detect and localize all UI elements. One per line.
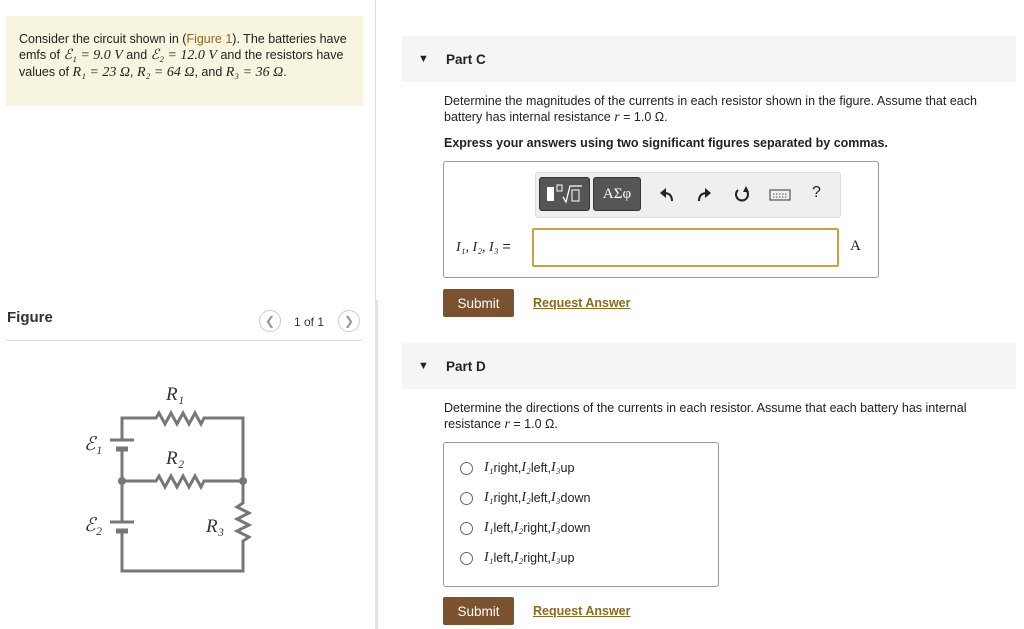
choice-var: I₁ bbox=[484, 490, 494, 505]
r3-label: R₃ bbox=[206, 516, 225, 537]
collapse-arrow-icon[interactable]: ▼ bbox=[418, 360, 429, 372]
emf1-value: ℰ₁ = 9.0 V bbox=[63, 48, 123, 63]
junction-dot bbox=[118, 477, 126, 485]
reset-icon[interactable] bbox=[731, 184, 753, 206]
choice-text: right, bbox=[493, 461, 522, 475]
radio-button[interactable] bbox=[460, 552, 473, 565]
answer-variables: I₁, I₂, I₃ bbox=[456, 240, 499, 255]
keyboard-icon[interactable] bbox=[769, 184, 791, 206]
problem-text: . bbox=[283, 65, 287, 79]
radio-button[interactable] bbox=[460, 492, 473, 505]
right-wire-with-r3 bbox=[122, 481, 249, 571]
figure-pager-text: 1 of 1 bbox=[294, 315, 325, 329]
problem-text: , bbox=[130, 65, 137, 79]
choice-text: up bbox=[560, 551, 575, 565]
part-d-header[interactable] bbox=[402, 343, 1016, 389]
part-c-header[interactable] bbox=[402, 36, 1016, 82]
greek-symbols-button[interactable]: ΑΣφ bbox=[593, 177, 641, 211]
undo-icon[interactable] bbox=[656, 184, 678, 206]
choice-option-1[interactable] bbox=[460, 458, 574, 478]
chevron-left-icon: ❮ bbox=[264, 314, 276, 328]
emf2-label: ℰ₂ bbox=[84, 515, 103, 536]
choice-text: down bbox=[560, 491, 591, 505]
r2-label: R₂ bbox=[166, 448, 185, 469]
prompt-text: = 1.0 Ω. bbox=[619, 110, 668, 124]
choice-var: I₃ bbox=[551, 490, 561, 505]
prompt-math: r bbox=[614, 110, 620, 125]
prompt-text: = 1.0 Ω. bbox=[509, 417, 558, 431]
figure-title: Figure bbox=[7, 309, 53, 326]
radio-button[interactable] bbox=[460, 462, 473, 475]
answer-unit: A bbox=[850, 238, 861, 254]
redo-icon[interactable] bbox=[693, 184, 715, 206]
r1-label: R₁ bbox=[166, 384, 185, 405]
templates-button[interactable] bbox=[539, 177, 590, 211]
choice-text: left, bbox=[530, 491, 552, 505]
r2-value: R₂ = 64 Ω bbox=[136, 65, 195, 80]
prompt-text: Determine the magnitudes of the currents in each resistor shown in the figure. Assume that each battery has internal resistance bbox=[444, 94, 977, 124]
problem-text: and the resistors have values of bbox=[19, 48, 344, 79]
prompt-text: Determine the directions of the currents in each resistor. Assume that each battery has internal resistance bbox=[444, 401, 967, 431]
emf2-value: ℰ₂ = 12.0 V bbox=[150, 48, 217, 63]
choice-var: I₂ bbox=[521, 460, 531, 475]
choice-var: I₃ bbox=[551, 460, 561, 475]
part-c-request-answer-link[interactable]: Request Answer bbox=[533, 296, 631, 310]
prompt-math: r bbox=[504, 417, 510, 432]
part-c-instructions: Express your answers using two significant figures separated by commas. bbox=[444, 136, 888, 150]
choice-var: I₂ bbox=[513, 550, 524, 565]
part-d-request-answer-link[interactable]: Request Answer bbox=[533, 604, 631, 618]
chevron-right-icon: ❯ bbox=[343, 314, 355, 328]
problem-text: and bbox=[122, 48, 151, 62]
choice-option-2[interactable] bbox=[460, 488, 590, 508]
choice-text: left, bbox=[530, 461, 552, 475]
junction-dot bbox=[239, 477, 247, 485]
problem-statement bbox=[6, 16, 363, 106]
top-wire-with-r1 bbox=[122, 413, 243, 481]
choice-var: I₁ bbox=[484, 550, 494, 565]
choice-text: right, bbox=[523, 521, 552, 535]
answer-label bbox=[456, 238, 511, 256]
choice-text: up bbox=[560, 461, 575, 475]
scrollbar[interactable] bbox=[375, 300, 378, 629]
help-button[interactable]: ? bbox=[812, 184, 821, 201]
circuit-diagram bbox=[0, 345, 375, 629]
collapse-arrow-icon[interactable]: ▼ bbox=[418, 53, 429, 65]
radio-button[interactable] bbox=[460, 522, 473, 535]
answer-input[interactable] bbox=[532, 228, 839, 267]
choice-option-3[interactable] bbox=[460, 518, 590, 538]
choice-text: down bbox=[560, 521, 591, 535]
part-d-title: Part D bbox=[446, 359, 486, 374]
templates-icon bbox=[545, 183, 585, 205]
figure-divider bbox=[6, 340, 362, 341]
part-c-prompt bbox=[444, 93, 1009, 126]
choice-var: I₃ bbox=[551, 520, 561, 535]
r1-value: R₁ = 23 Ω bbox=[72, 65, 131, 80]
choice-var: I₃ bbox=[551, 550, 561, 565]
part-d-submit-button[interactable]: Submit bbox=[443, 597, 514, 625]
problem-text: , and bbox=[194, 65, 226, 79]
emf1-label: ℰ₁ bbox=[84, 434, 103, 455]
part-d-prompt bbox=[444, 400, 1009, 433]
next-figure-button[interactable] bbox=[338, 310, 360, 332]
part-c-title: Part C bbox=[446, 52, 486, 67]
problem-text: Consider the circuit shown in ( bbox=[19, 32, 187, 46]
choice-text: left, bbox=[493, 551, 514, 565]
choice-var: I₂ bbox=[513, 520, 524, 535]
part-c-submit-button[interactable]: Submit bbox=[443, 289, 514, 317]
figure-link[interactable]: Figure 1 bbox=[186, 32, 233, 46]
choice-var: I₂ bbox=[521, 490, 531, 505]
choice-var: I₁ bbox=[484, 460, 494, 475]
prev-figure-button[interactable] bbox=[259, 310, 281, 332]
choice-var: I₁ bbox=[484, 520, 494, 535]
problem-text: ). The batteries have emfs of bbox=[19, 32, 347, 62]
choice-text: right, bbox=[523, 551, 552, 565]
choice-text: right, bbox=[493, 491, 522, 505]
answer-equals: = bbox=[498, 238, 511, 254]
r3-value: R₃ = 36 Ω bbox=[225, 65, 284, 80]
choice-text: left, bbox=[493, 521, 514, 535]
middle-wire-with-r2 bbox=[122, 476, 243, 487]
choice-option-4[interactable] bbox=[460, 548, 574, 568]
